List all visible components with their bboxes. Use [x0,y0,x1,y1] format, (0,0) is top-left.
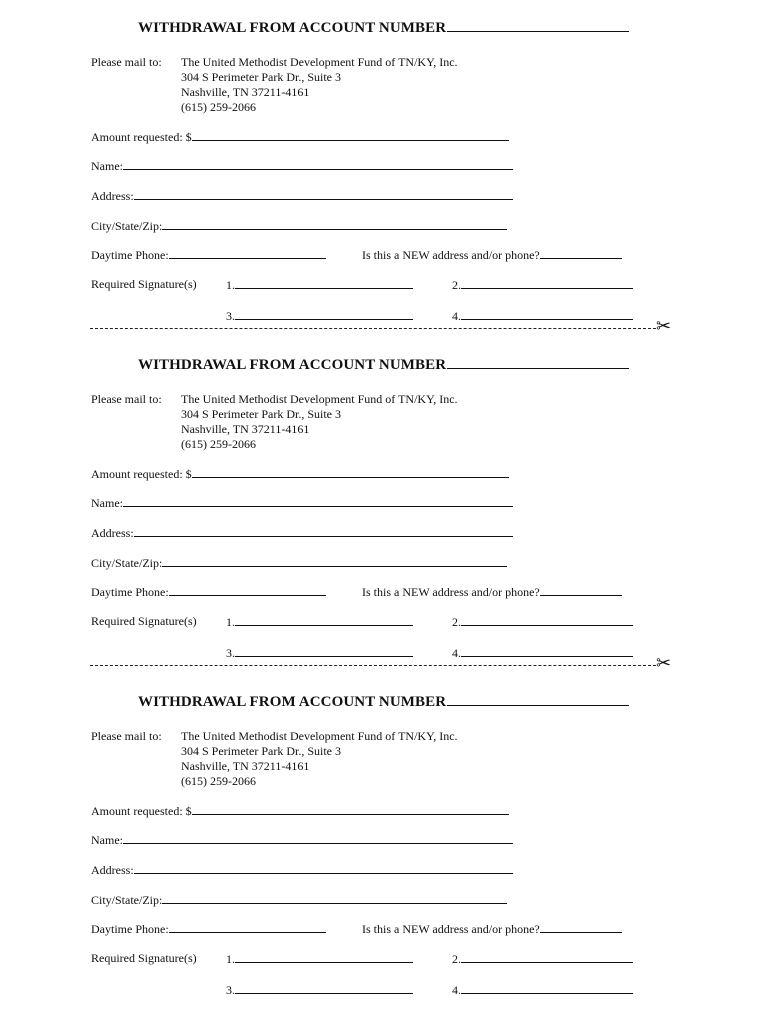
name-field[interactable] [123,832,513,844]
address-label: Address: [91,189,134,203]
signature-4-row [452,982,633,997]
signature-3-row [226,645,413,660]
amount-label: Amount requested: $ [91,804,192,818]
sig-number: 2. [452,278,461,292]
new-address-row [362,921,622,936]
phone-row [91,921,326,936]
city-state-zip-field[interactable] [162,892,507,904]
phone-field[interactable] [169,247,326,259]
signature-1-field[interactable] [235,614,413,626]
city-state-zip-field[interactable] [162,218,507,230]
withdrawal-form-2 [0,337,770,674]
signature-2-row [452,951,633,966]
amount-label: Amount requested: $ [91,467,192,481]
new-address-row [362,247,622,262]
new-address-label: Is this a NEW address and/or phone? [362,585,540,599]
phone-label: Daytime Phone: [91,585,169,599]
signature-label: Required Signature(s) [91,951,197,965]
address-line: 304 S Perimeter Park Dr., Suite 3 [181,744,341,758]
signature-2-field[interactable] [461,614,633,626]
amount-row [91,803,509,818]
phone-row [91,584,326,599]
amount-row [91,466,509,481]
amount-field[interactable] [192,129,509,141]
address-line: The United Methodist Development Fund of TN/KY, Inc. [181,729,458,743]
city-row [91,555,507,570]
amount-field[interactable] [192,803,509,815]
amount-row [91,129,509,144]
phone-label: Daytime Phone: [91,248,169,262]
address-line: (615) 259-2066 [181,100,256,114]
address-row [91,188,513,203]
new-address-field[interactable] [540,247,622,259]
signature-2-field[interactable] [461,277,633,289]
sig-number: 4. [452,983,461,997]
signature-1-row [226,951,413,966]
city-label: City/State/Zip: [91,219,163,233]
signature-4-field[interactable] [461,645,633,657]
address-field[interactable] [134,525,513,537]
signature-4-row [452,645,633,660]
mailing-address [181,392,458,452]
address-line: 304 S Perimeter Park Dr., Suite 3 [181,70,341,84]
sig-number: 1. [226,615,235,629]
sig-number: 3. [226,646,235,660]
signature-3-row [226,308,413,323]
account-number-field[interactable] [447,692,629,706]
signature-2-field[interactable] [461,951,633,963]
signature-2-row [452,277,633,292]
sig-number: 3. [226,309,235,323]
mail-label: Please mail to: [91,392,162,406]
sig-number: 2. [452,615,461,629]
city-row [91,218,507,233]
new-address-field[interactable] [540,584,622,596]
signature-1-field[interactable] [235,277,413,289]
mailing-address [181,729,458,789]
city-row [91,892,507,907]
name-label: Name: [91,496,123,510]
city-label: City/State/Zip: [91,556,163,570]
form-title-text: WITHDRAWAL FROM ACCOUNT NUMBER [138,694,447,710]
address-label: Address: [91,863,134,877]
amount-label: Amount requested: $ [91,130,192,144]
signature-label: Required Signature(s) [91,614,197,628]
address-line: Nashville, TN 37211-4161 [181,422,310,436]
account-number-field[interactable] [447,355,629,369]
form-title [138,355,629,374]
name-field[interactable] [123,495,513,507]
sig-number: 1. [226,278,235,292]
sig-number: 4. [452,309,461,323]
sig-number: 4. [452,646,461,660]
address-line: 304 S Perimeter Park Dr., Suite 3 [181,407,341,421]
mail-label: Please mail to: [91,729,162,743]
address-line: The United Methodist Development Fund of TN/KY, Inc. [181,55,458,69]
signature-4-field[interactable] [461,308,633,320]
phone-label: Daytime Phone: [91,922,169,936]
name-row [91,158,513,173]
name-label: Name: [91,159,123,173]
signature-label: Required Signature(s) [91,277,197,291]
form-title [138,692,629,711]
phone-field[interactable] [169,921,326,933]
signature-4-row [452,308,633,323]
signature-3-field[interactable] [235,308,413,320]
signature-1-field[interactable] [235,951,413,963]
address-line: (615) 259-2066 [181,774,256,788]
sig-number: 3. [226,983,235,997]
sig-number: 1. [226,952,235,966]
address-row [91,525,513,540]
mailing-address [181,55,458,115]
withdrawal-form-1 [0,0,770,337]
name-row [91,832,513,847]
new-address-label: Is this a NEW address and/or phone? [362,922,540,936]
new-address-label: Is this a NEW address and/or phone? [362,248,540,262]
address-label: Address: [91,526,134,540]
signature-2-row [452,614,633,629]
name-label: Name: [91,833,123,847]
city-state-zip-field[interactable] [162,555,507,567]
mail-label: Please mail to: [91,55,162,69]
city-label: City/State/Zip: [91,893,163,907]
phone-field[interactable] [169,584,326,596]
address-line: (615) 259-2066 [181,437,256,451]
account-number-field[interactable] [447,18,629,32]
signature-3-row [226,982,413,997]
address-row [91,862,513,877]
amount-field[interactable] [192,466,509,478]
form-title-text: WITHDRAWAL FROM ACCOUNT NUMBER [138,357,447,373]
signature-1-row [226,614,413,629]
cut-line [90,328,656,329]
name-field[interactable] [123,158,513,170]
signature-3-field[interactable] [235,982,413,994]
sig-number: 2. [452,952,461,966]
phone-row [91,247,326,262]
withdrawal-form-3 [0,674,770,1011]
address-field[interactable] [134,862,513,874]
form-title [138,18,629,37]
signature-3-field[interactable] [235,645,413,657]
form-title-text: WITHDRAWAL FROM ACCOUNT NUMBER [138,20,447,36]
address-field[interactable] [134,188,513,200]
name-row [91,495,513,510]
signature-4-field[interactable] [461,982,633,994]
new-address-row [362,584,622,599]
cut-line [90,665,656,666]
new-address-field[interactable] [540,921,622,933]
address-line: Nashville, TN 37211-4161 [181,759,310,773]
address-line: Nashville, TN 37211-4161 [181,85,310,99]
signature-1-row [226,277,413,292]
scissors-icon: ✂ [656,316,672,337]
address-line: The United Methodist Development Fund of TN/KY, Inc. [181,392,458,406]
scissors-icon: ✂ [656,653,672,674]
